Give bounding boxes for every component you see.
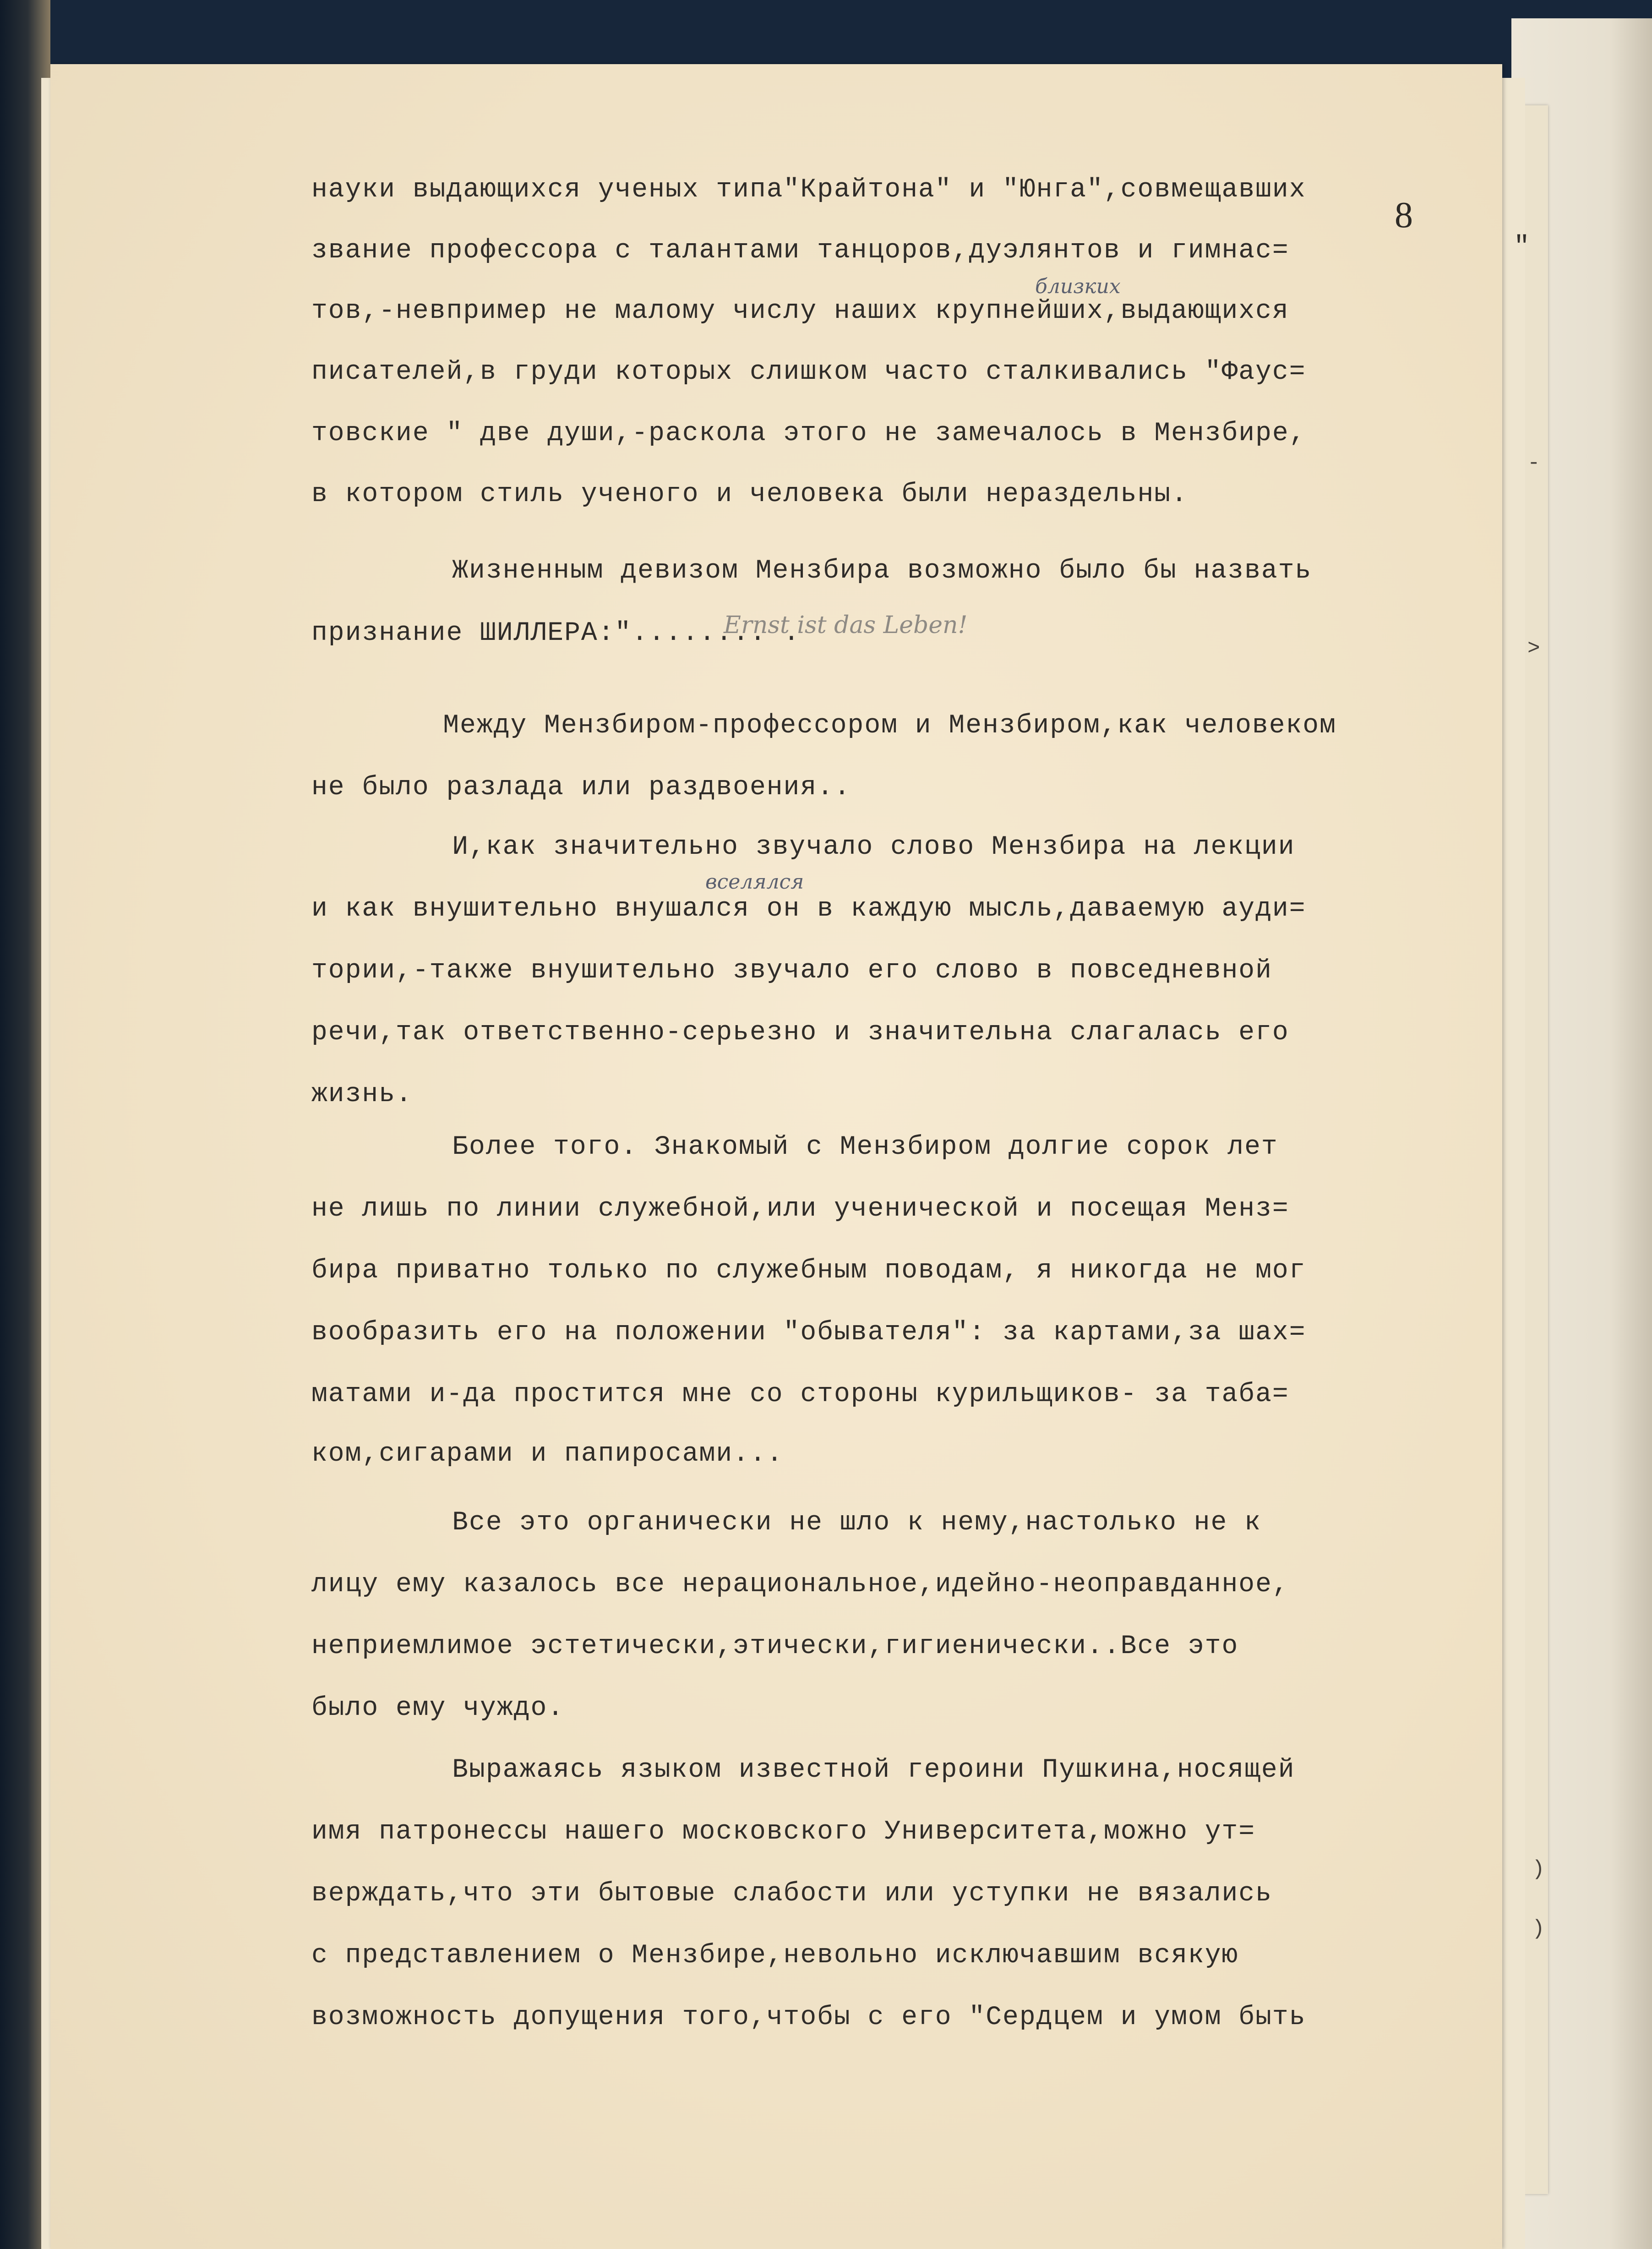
text-line: писателей,в груди которых слишком часто сталкивались "Фаус= bbox=[311, 357, 1306, 387]
edge-mark: - bbox=[1527, 451, 1540, 475]
text-line: не было разлада или раздвоения.. bbox=[311, 773, 851, 802]
text-line: Все это органически не шло к нему,настолько не к bbox=[385, 1508, 1261, 1538]
text-line: ком,сигарами и папиросами... bbox=[311, 1439, 784, 1469]
text-line: матами и-да простится мне со стороны курильщиков- за таба= bbox=[311, 1380, 1289, 1409]
text-line: и как внушительно внушался он в каждую мысль,даваемую ауди= bbox=[311, 894, 1306, 924]
text-line: Между Мензбиром-профессором и Мензбиром,как человеком bbox=[376, 711, 1336, 741]
text-line: тов,-невпример не малому числу наших крупнейших,выдающихся bbox=[311, 296, 1289, 326]
text-line: возможность допущения того,чтобы с его "Сердцем и умом быть bbox=[311, 2003, 1306, 2032]
handwritten-correction: вселялся bbox=[705, 870, 804, 894]
text-line: звание профессора с талантами танцоров,дуэлянтов и гимнас= bbox=[311, 236, 1289, 266]
handwritten-motto: Ernst ist das Leben! bbox=[724, 611, 968, 639]
text-line: бира приватно только по служебным поводам, я никогда не мог bbox=[311, 1256, 1306, 1286]
text-line: И,как значительно звучало слово Мензбира на лекции bbox=[385, 832, 1295, 862]
handwritten-correction: близких bbox=[1035, 275, 1121, 298]
edge-mark: ) bbox=[1532, 1917, 1545, 1941]
edge-mark: ) bbox=[1532, 1857, 1545, 1881]
typed-page bbox=[50, 64, 1531, 2249]
text-line: Выражаясь языком известной героини Пушкина,носящей bbox=[385, 1755, 1295, 1785]
text-line: лицу ему казалось все нерациональное,идейно-неоправданное, bbox=[311, 1570, 1289, 1599]
text-line: с представлением о Мензбире,невольно исключавшим всякую bbox=[311, 1941, 1239, 1971]
text-line: не лишь по линии служебной,или ученической и посещая Менз= bbox=[311, 1194, 1289, 1224]
text-line: жизнь. bbox=[311, 1080, 413, 1109]
text-line: Жизненным девизом Мензбира возможно было бы назвать bbox=[385, 556, 1312, 586]
text-line: Более того. Знакомый с Мензбиром долгие сорок лет bbox=[385, 1132, 1278, 1162]
edge-mark: > bbox=[1527, 637, 1540, 661]
text-line: было ему чуждо. bbox=[311, 1693, 565, 1723]
text-line: в котором стиль ученого и человека были нераздельны. bbox=[311, 480, 1188, 509]
text-line: науки выдающихся ученых типа"Крайтона" и "Юнга",совмещавших bbox=[311, 175, 1306, 205]
text-line: признание ШИЛЛЕРА:"........ . bbox=[311, 618, 801, 648]
page-number: 8 bbox=[1395, 195, 1413, 235]
text-line: товские " две души,-раскола этого не замечалось в Мензбире, bbox=[311, 419, 1306, 448]
text-line: неприемлимое эстетически,этически,гигиенически..Все это bbox=[311, 1632, 1239, 1661]
text-line: речи,так ответственно-серьезно и значительна слагалась его bbox=[311, 1018, 1289, 1048]
text-line: верждать,что эти бытовые слабости или уступки не вязались bbox=[311, 1879, 1272, 1909]
margin-quote-mark: " bbox=[1514, 232, 1531, 262]
text-line: тории,-также внушительно звучало его слово в повседневной bbox=[311, 956, 1272, 986]
text-line: вообразить его на положении "обывателя": за картами,за шах= bbox=[311, 1318, 1306, 1348]
text-line: имя патронессы нашего московского Университета,можно ут= bbox=[311, 1817, 1256, 1847]
